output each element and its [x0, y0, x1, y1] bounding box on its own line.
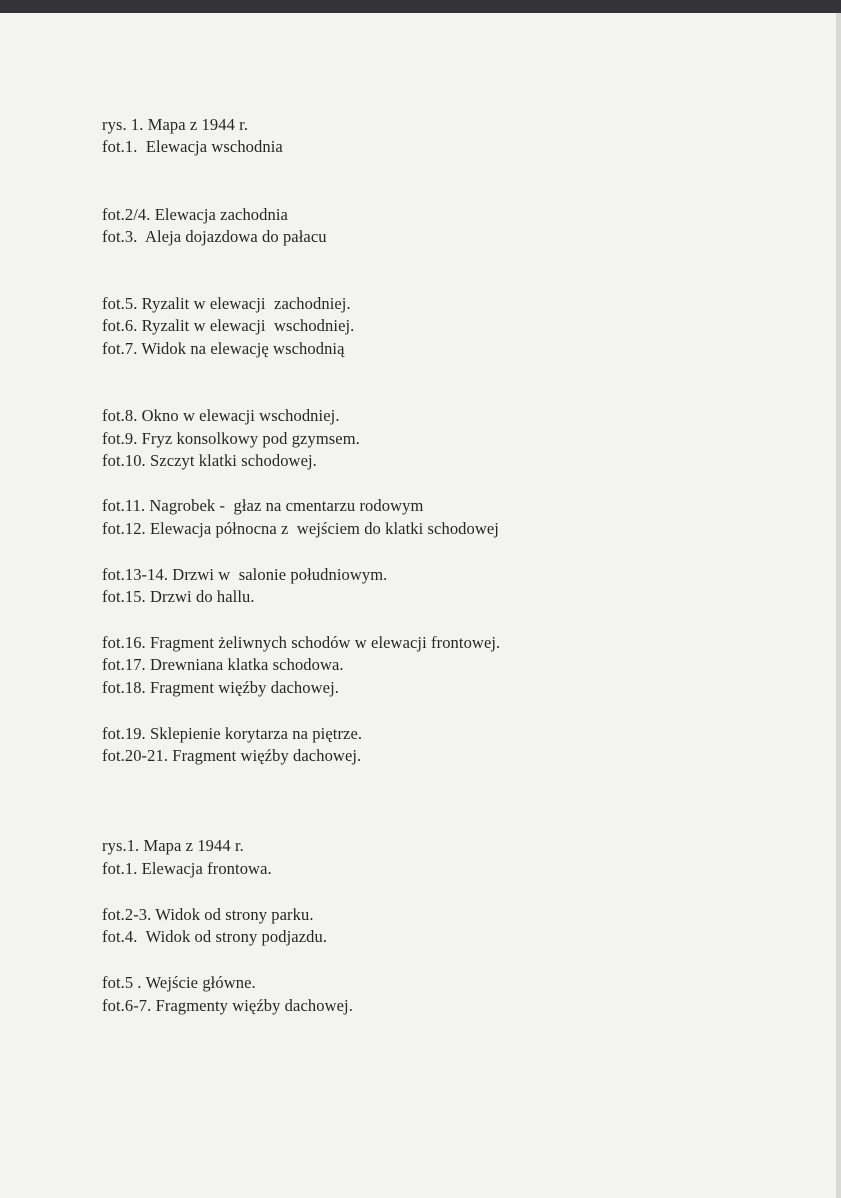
scan-right-edge [836, 13, 841, 1198]
caption-line: fot.10. Szczyt klatki schodowej. [102, 451, 317, 470]
caption-line: fot.16. Fragment żeliwnych schodów w elewacji frontowej. [102, 633, 501, 652]
caption-line: fot.6. Ryzalit w elewacji wschodniej. [102, 316, 355, 335]
caption-line: rys.1. Mapa z 1944 r. [102, 836, 244, 855]
caption-line: fot.1. Elewacja frontowa. [102, 859, 272, 878]
caption-line: fot.11. Nagrobek - głaz na cmentarzu rodowym [102, 496, 424, 515]
caption-line: fot.5 . Wejście główne. [102, 973, 256, 992]
scan-top-edge [0, 0, 841, 13]
caption-line: fot.13-14. Drzwi w salonie południowym. [102, 565, 388, 584]
caption-line: fot.18. Fragment więźby dachowej. [102, 678, 339, 697]
caption-line: fot.3. Aleja dojazdowa do pałacu [102, 227, 327, 246]
caption-line: fot.17. Drewniana klatka schodowa. [102, 655, 344, 674]
caption-line: fot.6-7. Fragmenty więźby dachowej. [102, 996, 353, 1015]
caption-line: fot.20-21. Fragment więźby dachowej. [102, 746, 362, 765]
caption-line: fot.15. Drzwi do hallu. [102, 587, 255, 606]
caption-line: fot.9. Fryz konsolkowy pod gzymsem. [102, 429, 360, 448]
caption-line: fot.19. Sklepienie korytarza na piętrze. [102, 724, 363, 743]
document-page [0, 13, 836, 1198]
caption-line: fot.4. Widok od strony podjazdu. [102, 927, 328, 946]
caption-line: fot.5. Ryzalit w elewacji zachodniej. [102, 294, 351, 313]
caption-line: fot.2-3. Widok od strony parku. [102, 905, 314, 924]
caption-line: fot.12. Elewacja północna z wejściem do klatki schodowej [102, 519, 499, 538]
caption-line: fot.8. Okno w elewacji wschodniej. [102, 406, 340, 425]
caption-line: rys. 1. Mapa z 1944 r. [102, 115, 249, 134]
caption-line: fot.7. Widok na elewację wschodnią [102, 339, 345, 358]
caption-line: fot.1. Elewacja wschodnia [102, 137, 283, 156]
caption-line: fot.2/4. Elewacja zachodnia [102, 205, 288, 224]
